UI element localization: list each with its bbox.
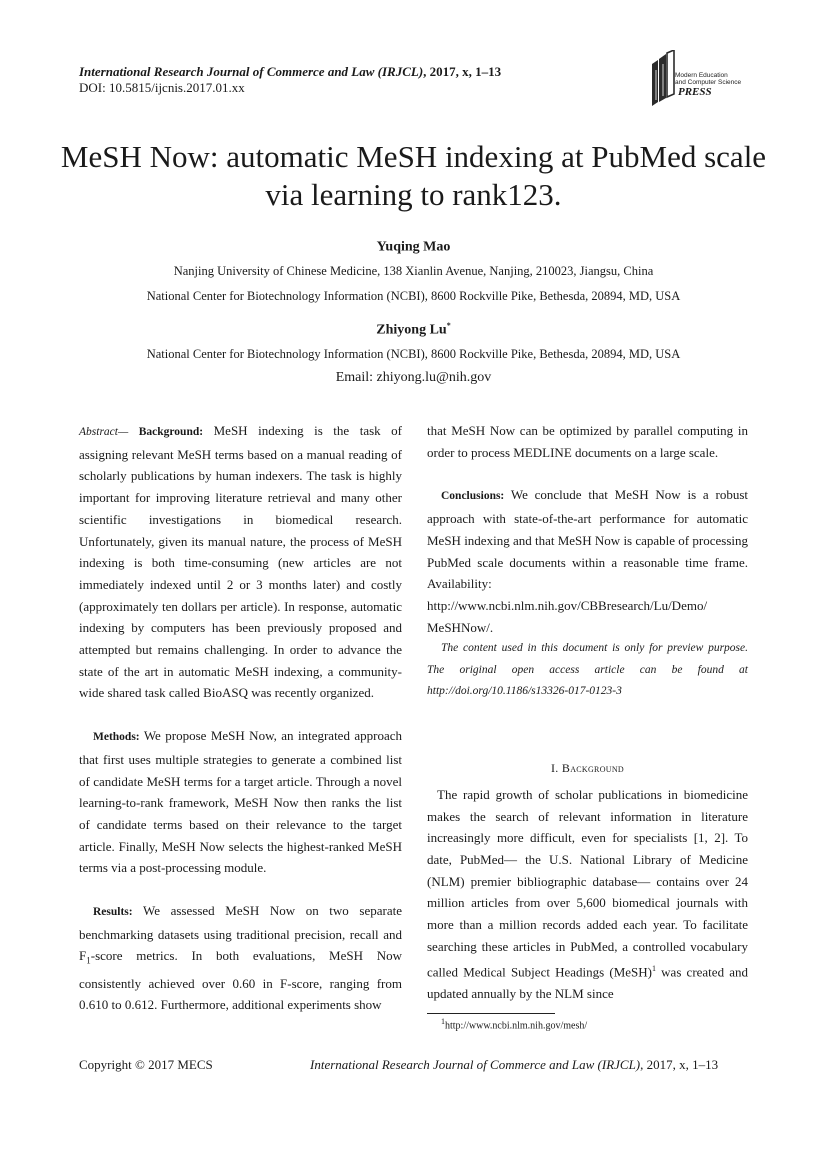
right-column [427,420,748,1004]
abstract-background: Abstract— Background: MeSH indexing is the task of assigning relevant MeSH terms based on a manual reading of scholarly publications by human indexers. The task is highly important for improving literature retrieval and many other scientific investigations in biomedical research. Unfortunately, given its manual nature, the process of MeSH indexing is both time-consuming (new articles are not immediately indexed until 2 or 3 months later) and costly (approximately ten dollars per article). In response, automatic indexing by computers has been previously proposed and attempted but remains challenging. In order to advance the state of the art in automatic MeSH indexing, a community-wide shared task called BioASQ was recently organized. [79,423,403,701]
author-affiliation: National Center for Biotechnology Information (NCBI), 8600 Rockville Pike, Bethesda, 20894, MD, USA [146,289,681,303]
footnote: $^1$http://www.ncbi.nlm.nih.gov/mesh/ [441,1017,588,1032]
footnote-marker: 1 [652,963,656,973]
abstract-results: Results: We assessed MeSH Now on two separate benchmarking datasets using traditional precision, recall and $F_1$-score metrics. In both evaluations, MeSH Now consistently achieved over 0.60 in F-score, ranging from 0.610 to 0.612. Furthermore, additional experiments show [79,903,402,1013]
books-icon [648,50,678,106]
logo-line-2: and Computer Science [675,79,742,86]
author-affiliation: Nanjing University of Chinese Medicine, 138 Xianlin Avenue, Nanjing, 210023, Jiangsu, China [173,264,654,278]
author-name: Zhiyong Lu* [376,321,451,338]
section-paragraph: The rapid growth of scholar publications in biomedicine makes the search of relevant information in literature increasingly more difficult, even for specialists [1, 2]. To date, PubMed— the U.S. National Library of Medicine (NLM) premier bibliographic database— contains over 24 million articles from over 5,600 biomedical journals with more than a million records added each year. To facilitate searching these articles in PubMed, a controlled vocabulary called Medical Subject Headings (MeSH)$^1$ was created and updated annually by the NLM since [427,786,749,1001]
abstract-results-continued: that MeSH Now can be optimized by parallel computing in order to process MEDLINE documents on a large scale. [427,423,748,460]
preview-note: The content used in this document is only for preview purpose. The original open access article can be found at http://doi.org/10.1186/s13326-017-0123-3 [427,642,748,697]
journal-volume: , 2017, x, 1–13 [423,64,502,79]
author-affiliation: National Center for Biotechnology Information (NCBI), 8600 Rockville Pike, Bethesda, 20894, MD, USA [146,347,681,361]
logo-press: PRESS [678,86,712,98]
footnote-rule [427,1013,555,1014]
abstract-conclusions: Conclusions: We conclude that MeSH Now is a robust approach with state-of-the-art performance for automatic MeSH indexing and that MeSH Now is capable of processing PubMed scale documents within a reasonable time frame. Availability: http://www.ncbi.nlm.nih.gov/CBBresearch/Lu/Demo/ MeSHNow/. [427,487,748,635]
doi: DOI: 10.5815/ijcnis.2017.01.xx [79,80,245,95]
running-footer: International Research Journal of Commerce and Law (IRJCL), 2017, x, 1–13 [310,1057,719,1072]
paper-title: MeSH Now: automatic MeSH indexing at PubMed scale via learning to rank123. [60,139,767,212]
author-email[interactable]: Email: zhiyong.lu@nih.gov [335,370,492,385]
journal-name: International Research Journal of Commerce and Law (IRJCL) [79,64,424,79]
logo-line-1: Modern Education [675,72,728,79]
running-header [79,64,501,80]
corresponding-author-mark: * [446,321,451,330]
section-heading: I. Background [550,761,625,776]
left-column [79,420,402,1016]
abstract-methods: Methods: We propose MeSH Now, an integrated approach that first uses multiple strategies to generate a combined list of candidate MeSH terms for a target article. Through a novel learning-to-rank framework, MeSH Now then ranks the list of candidate terms based on their relevance to the target article. Finally, MeSH Now selects the highest-ranked MeSH terms via a post-processing module. [79,728,403,876]
publisher-logo [648,50,758,108]
footnote-link[interactable]: http://www.ncbi.nlm.nih.gov/mesh/ [445,1020,588,1032]
author-name: Yuqing Mao [376,239,451,255]
copyright: Copyright © 2017 MECS [79,1057,213,1072]
